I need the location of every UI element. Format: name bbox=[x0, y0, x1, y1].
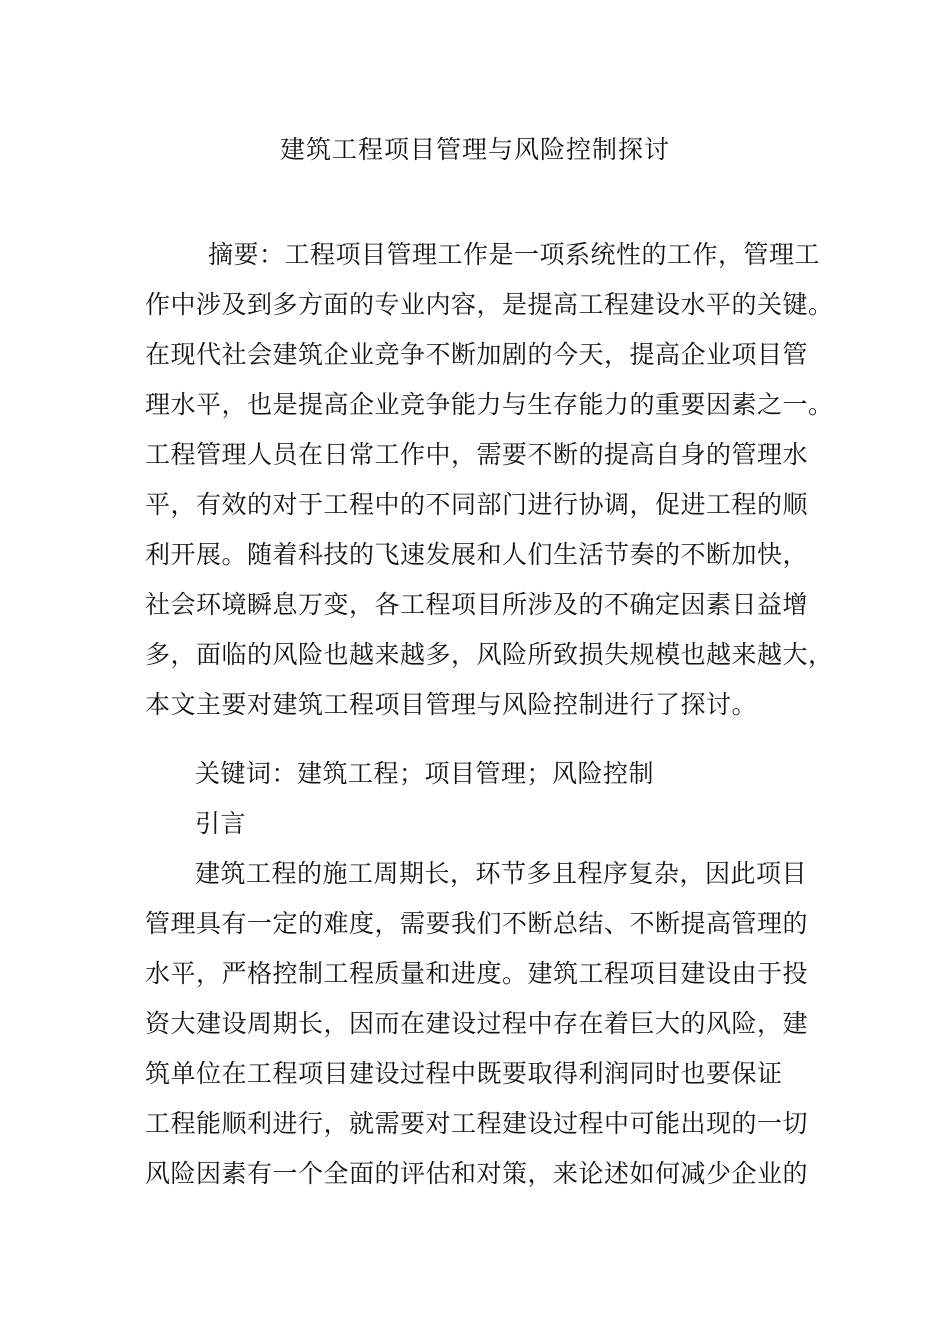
abstract-line: 作中涉及到多方面的专业内容，是提高工程建设水平的关键。 bbox=[145, 290, 834, 319]
intro-line: 资大建设周期长，因而在建设过程中存在着巨大的风险，建 bbox=[145, 1009, 809, 1038]
abstract-line: 利开展。随着科技的飞速发展和人们生活节奏的不断加快， bbox=[145, 540, 809, 569]
intro-heading: 引言 bbox=[195, 809, 247, 838]
abstract-line: 社会环境瞬息万变，各工程项目所涉及的不确定因素日益增 bbox=[145, 590, 809, 619]
abstract-line: 本文主要对建筑工程项目管理与风险控制进行了探讨。 bbox=[145, 690, 758, 719]
intro-line: 建筑工程的施工周期长，环节多且程序复杂，因此项目 bbox=[195, 859, 808, 888]
abstract-line: 工程管理人员在日常工作中，需要不断的提高自身的管理水 bbox=[145, 440, 809, 469]
intro-line: 管理具有一定的难度，需要我们不断总结、不断提高管理的 bbox=[145, 909, 809, 938]
abstract-line: 多，面临的风险也越来越多，风险所致损失规模也越来越大， bbox=[145, 640, 834, 669]
abstract-line: 摘要：工程项目管理工作是一项系统性的工作，管理工 bbox=[208, 240, 821, 269]
intro-line: 水平，严格控制工程质量和进度。建筑工程项目建设由于投 bbox=[145, 959, 809, 988]
intro-line: 筑单位在工程项目建设过程中既要取得利润同时也要保证 bbox=[145, 1059, 783, 1088]
abstract-line: 理水平，也是提高企业竞争能力与生存能力的重要因素之一。 bbox=[145, 390, 834, 419]
intro-line: 工程能顺利进行，就需要对工程建设过程中可能出现的一切 bbox=[145, 1109, 809, 1138]
page-title: 建筑工程项目管理与风险控制探讨 bbox=[279, 135, 670, 164]
keywords-line: 关键词：建筑工程；项目管理；风险控制 bbox=[195, 759, 655, 788]
abstract-line: 在现代社会建筑企业竞争不断加剧的今天，提高企业项目管 bbox=[145, 340, 809, 369]
abstract-line: 平，有效的对于工程中的不同部门进行协调，促进工程的顺 bbox=[145, 490, 809, 519]
intro-line: 风险因素有一个全面的评估和对策，来论述如何减少企业的 bbox=[145, 1159, 809, 1188]
